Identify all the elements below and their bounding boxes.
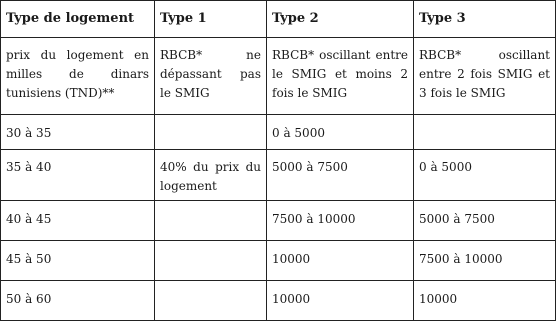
cell-price-range: 40 à 45 bbox=[1, 201, 155, 241]
table-row-description bbox=[1, 38, 556, 115]
header-type-3: Type 3 bbox=[414, 1, 556, 38]
cell-type-2: 10000 bbox=[267, 241, 414, 281]
cell-type-3 bbox=[414, 115, 556, 150]
header-type-1: Type 1 bbox=[155, 1, 267, 38]
cell-type-2: 7500 à 10000 bbox=[267, 201, 414, 241]
cell-type-2: 0 à 5000 bbox=[267, 115, 414, 150]
cell-type-3: 0 à 5000 bbox=[414, 150, 556, 201]
cell-price-range: 50 à 60 bbox=[1, 281, 155, 321]
table-row bbox=[1, 241, 556, 281]
cell-type-2: 10000 bbox=[267, 281, 414, 321]
cell-type-2: 5000 à 7500 bbox=[267, 150, 414, 201]
cell-type-3: 7500 à 10000 bbox=[414, 241, 556, 281]
cell-type-3: 5000 à 7500 bbox=[414, 201, 556, 241]
cell-type-1 bbox=[155, 201, 267, 241]
table-row bbox=[1, 281, 556, 321]
cell-type-1 bbox=[155, 115, 267, 150]
cell-price-range: 45 à 50 bbox=[1, 241, 155, 281]
cell-type-1 bbox=[155, 241, 267, 281]
cell-type-1 bbox=[155, 281, 267, 321]
table-row bbox=[1, 115, 556, 150]
table-header-row bbox=[1, 1, 556, 38]
cell-type-1: 40% du prix du logement bbox=[155, 150, 267, 201]
header-type-de-logement: Type de logement bbox=[1, 1, 155, 38]
cell-type-2-description: RBCB* oscillant entre le SMIG et moins 2 fois le SMIG bbox=[267, 38, 414, 115]
table-row bbox=[1, 150, 556, 201]
cell-price-description: prix du logement en milles de dinars tunisiens (TND)** bbox=[1, 38, 155, 115]
cell-price-range: 35 à 40 bbox=[1, 150, 155, 201]
cell-price-range: 30 à 35 bbox=[1, 115, 155, 150]
cell-type-1-description: RBCB* ne dépassant pas le SMIG bbox=[155, 38, 267, 115]
cell-type-3-description: RBCB* oscillant entre 2 fois SMIG et 3 fois le SMIG bbox=[414, 38, 556, 115]
cell-type-3: 10000 bbox=[414, 281, 556, 321]
table-row bbox=[1, 201, 556, 241]
header-type-2: Type 2 bbox=[267, 1, 414, 38]
